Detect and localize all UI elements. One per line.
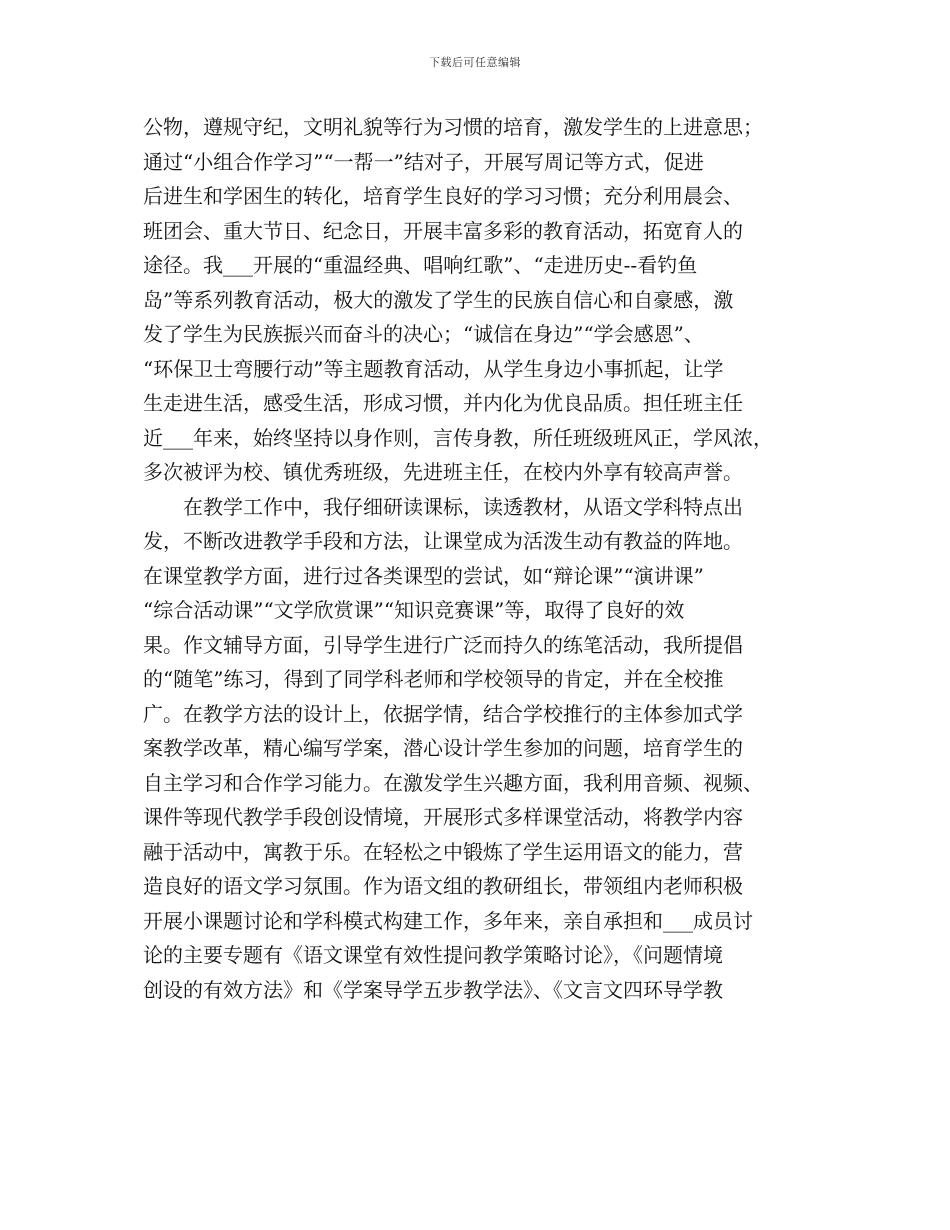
text-line: 课件等现代教学手段创设情境，开展形式多样课堂活动，将教学内容: [143, 805, 743, 829]
text-line: 广。在教学方法的设计上，依据学情，结合学校推行的主体参加式学: [143, 701, 743, 726]
text-line: “环保卫士弯腰行动”等主题教育活动，从学生身边小事抓起，让学: [143, 356, 724, 381]
text-line: 公物，遵规守纪，文明礼貌等行为习惯的培育，激发学生的上进意思；: [143, 115, 763, 139]
text-line: 多次被评为校、镇优秀班级，先进班主任，在校内外享有较高声誉。: [143, 460, 743, 484]
text-line: 论的主要专题有《语文课堂有效性提问教学策略讨论》，《问题情境: [143, 943, 723, 967]
text-line: 创设的有效方法》和《学案导学五步教学法》、《文言文四环导学教: [143, 977, 723, 1002]
text-line: 岛”等系列教育活动，极大的激发了学生的民族自信心和自豪感，激: [143, 287, 734, 312]
text-line: 自主学习和合作学习能力。在激发学生兴趣方面，我利用音频、视频、: [143, 770, 763, 795]
text-line: 果。作文辅导方面，引导学生进行广泛而持久的练笔活动，我所提倡: [143, 632, 743, 657]
text-line: 途径。我___开展的“重温经典、唱响红歌”、“走进历史--看钓鱼: [143, 253, 698, 277]
text-line: 发了学生为民族振兴而奋斗的决心；“诚信在身边”“学会感恩”、: [143, 322, 704, 346]
text-line: 融于活动中，寓教于乐。在轻松之中锻炼了学生运用语文的能力，营: [143, 839, 743, 864]
text-line: 在课堂教学方面，进行过各类课型的尝试，如“辩论课”“演讲课”: [143, 563, 704, 588]
page-header: 下载后可任意编辑: [429, 56, 521, 69]
text-line: 的“随笔”练习，得到了同学科老师和学校领导的肯定，并在全校推: [143, 667, 724, 691]
text-line: 造良好的语文学习氛围。作为语文组的教研组长，带领组内老师积极: [143, 874, 743, 898]
text-line: 后进生和学困生的转化，培育学生良好的学习习惯；充分利用晨会、: [143, 184, 743, 208]
text-line: 发，不断改进教学手段和方法，让课堂成为活泼生动有教益的阵地。: [143, 529, 743, 553]
text-line: 在教学工作中，我仔细研读课标，读透教材，从语文学科特点出: [143, 494, 743, 519]
text-line: 案教学改革，精心编写学案，潜心设计学生参加的问题，培育学生的: [143, 736, 743, 760]
text-line: 班团会、重大节日、纪念日，开展丰富多彩的教育活动，拓宽育人的: [143, 218, 743, 243]
text-line: 开展小课题讨论和学科模式构建工作，多年来，亲自承担和___成员讨: [143, 908, 753, 933]
text-line: “综合活动课”“文学欣赏课”“知识竞赛课”等，取得了良好的效: [143, 598, 685, 622]
text-line: 通过“小组合作学习”“一帮一”结对子，开展写周记等方式，促进: [143, 149, 704, 174]
text-line: 生走进生活，感受生活，形成习惯，并内化为优良品质。担任班主任: [143, 391, 743, 415]
body-text: [143, 110, 815, 1007]
text-line: 近___年来，始终坚持以身作则，言传身教，所任班级班风正，学风浓，: [143, 425, 773, 450]
